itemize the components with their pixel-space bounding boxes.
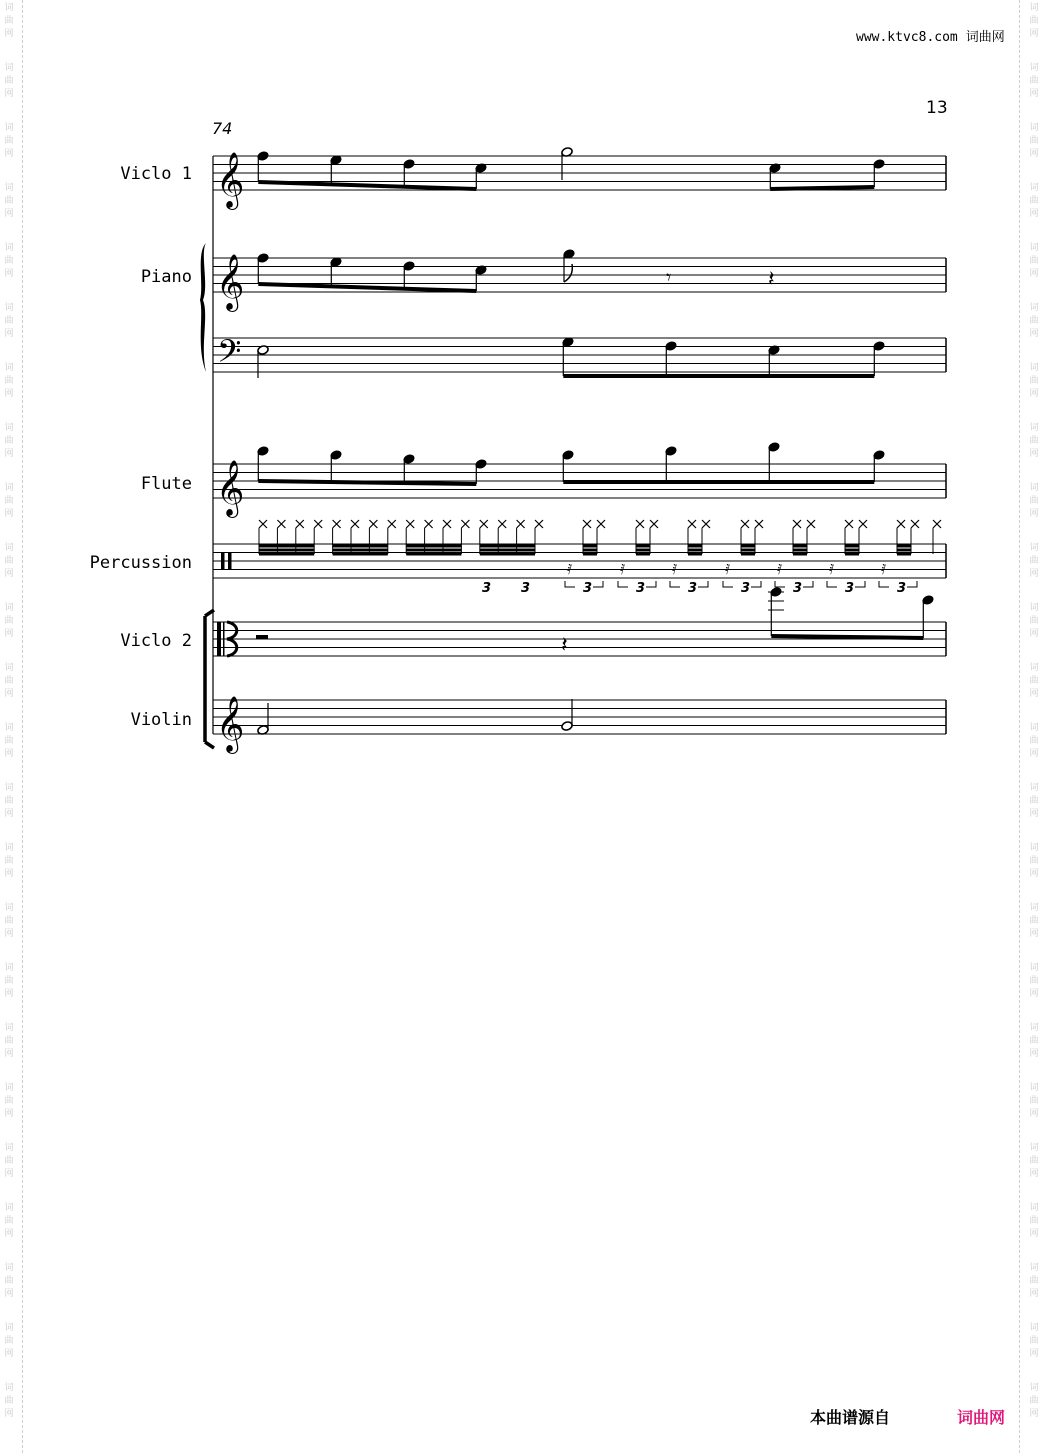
tuplet-number: 3: [688, 581, 698, 596]
tuplet-number: 3: [793, 581, 803, 596]
watermark-mark: 词 曲 网: [1029, 303, 1039, 339]
watermark-mark: 词 曲 网: [4, 63, 14, 99]
watermark-mark: 词 曲 网: [1029, 663, 1039, 699]
half-rest: [256, 635, 268, 639]
watermark-mark: 词 曲 网: [1029, 963, 1039, 999]
watermark-mark: 词 曲 网: [1029, 1023, 1039, 1059]
watermark-mark: 词 曲 网: [4, 243, 14, 279]
instrument-label-flute: Flute: [140, 474, 192, 494]
quarter-rest: 𝄽: [768, 267, 775, 292]
svg-text:𝅀: 𝅀: [672, 562, 678, 578]
tuplet-number: 3: [845, 581, 855, 596]
watermark-mark: 词 曲 网: [1029, 183, 1039, 219]
watermark-mark: 词 曲 网: [1029, 1323, 1039, 1359]
instrument-label-viclo2: Viclo 2: [120, 631, 192, 651]
percussion-clef: [221, 552, 225, 570]
site-url[interactable]: www.ktvc8.com: [856, 30, 958, 45]
watermark-mark: 词 曲 网: [1029, 63, 1039, 99]
flute-beam-group-2: [563, 448, 874, 482]
staff-piano-bass: [213, 338, 946, 372]
svg-text:𝅀: 𝅀: [829, 562, 835, 578]
watermark-mark: 词 曲 网: [4, 1203, 14, 1239]
bass-clef-piano: 𝄢: [217, 333, 242, 377]
footer-source-text: 本曲谱源自: [810, 1408, 891, 1427]
piano-brace: [200, 243, 206, 372]
tuplet-number: 3: [897, 581, 907, 596]
watermark-mark: 词 曲 网: [4, 183, 14, 219]
svg-text:𝅀: 𝅀: [881, 562, 887, 578]
percussion-notes: [259, 520, 941, 596]
tuplet-number: 3: [521, 581, 531, 596]
tuplet-number: 3: [741, 581, 751, 596]
page-number: 13: [926, 98, 948, 118]
svg-text:𝅀: 𝅀: [725, 562, 731, 578]
watermark-mark: 词 曲 网: [4, 123, 14, 159]
tuplet-number: 3: [583, 581, 593, 596]
instrument-label-violin: Violin: [130, 710, 192, 730]
staff-lines: [213, 156, 946, 734]
watermark-mark: 词 曲 网: [4, 423, 14, 459]
watermark-mark: 词 曲 网: [1029, 543, 1039, 579]
measure-number: 74: [212, 119, 233, 138]
eighth-rest: 𝄾: [666, 265, 672, 289]
watermark-mark: 词 曲 网: [4, 3, 14, 39]
instrument-label-viclo1: Viclo 1: [120, 164, 192, 184]
site-name: 词曲网: [965, 30, 1005, 45]
watermark-mark: 词 曲 网: [4, 303, 14, 339]
viclo1-beam-group-2: [770, 165, 874, 189]
footer-brand[interactable]: 词曲网: [957, 1408, 1006, 1427]
watermark-mark: 词 曲 网: [4, 603, 14, 639]
watermark-mark: 词 曲 网: [1029, 423, 1039, 459]
notes: [200, 147, 941, 754]
watermark-mark: 词 曲 网: [1029, 3, 1039, 39]
staff-violin: [213, 700, 946, 734]
svg-text:𝅀: 𝅀: [777, 562, 783, 578]
watermark-mark: 词 曲 网: [1029, 123, 1039, 159]
watermark-mark: 词 曲 网: [1029, 1203, 1039, 1239]
watermark-mark: 词 曲 网: [1029, 1143, 1039, 1179]
watermark-mark: 词 曲 网: [1029, 363, 1039, 399]
alto-clef: [217, 622, 221, 656]
tuplet-number: 3: [482, 581, 492, 596]
watermark-mark: 词 曲 网: [4, 363, 14, 399]
watermark-mark: 词 曲 网: [1029, 1383, 1039, 1419]
watermark-mark: 词 曲 网: [1029, 843, 1039, 879]
watermark-mark: 词 曲 网: [1029, 1083, 1039, 1119]
piano-bass-beam-group: [563, 343, 874, 376]
treble-clef-violin: 𝄞: [216, 696, 245, 752]
watermark-mark: 词 曲 网: [4, 1263, 14, 1299]
watermark-mark: 词 曲 网: [1029, 1263, 1039, 1299]
quarter-rest: 𝄽: [561, 633, 568, 658]
watermark-mark: 词 曲 网: [4, 663, 14, 699]
watermark-mark: 词 曲 网: [4, 843, 14, 879]
viclo2-beam-group: [771, 593, 923, 638]
watermark-mark: 词 曲 网: [4, 1383, 14, 1419]
treble-clef-flute: 𝄞: [216, 460, 245, 516]
watermark-mark: 词 曲 网: [4, 1083, 14, 1119]
treble-clef-piano: 𝄞: [216, 254, 245, 310]
watermark-mark: 词 曲 网: [4, 963, 14, 999]
treble-clef-viclo1: 𝄞: [216, 152, 245, 208]
tuplet-number: 3: [636, 581, 646, 596]
watermark-mark: 词 曲 网: [1029, 483, 1039, 519]
watermark-mark: 词 曲 网: [4, 1323, 14, 1359]
instrument-label-piano: Piano: [140, 267, 192, 287]
watermark-mark: 词 曲 网: [1029, 783, 1039, 819]
staff-percussion: [213, 544, 946, 578]
watermark-mark: 词 曲 网: [1029, 603, 1039, 639]
staff-viclo2: [213, 622, 946, 656]
watermark-mark: 词 曲 网: [1029, 243, 1039, 279]
svg-text:𝅀: 𝅀: [567, 562, 573, 578]
violin-half-note-2: [561, 721, 573, 732]
watermark-mark: 词 曲 网: [4, 543, 14, 579]
flute-beam-group-1: [258, 452, 476, 484]
instrument-label-percussion: Percussion: [89, 553, 192, 573]
svg-text:𝅀: 𝅀: [620, 562, 626, 578]
watermark-mark: 词 曲 网: [1029, 903, 1039, 939]
watermark-mark: 词 曲 网: [4, 483, 14, 519]
watermark-mark: 词 曲 网: [4, 723, 14, 759]
watermark-mark: 词 曲 网: [4, 1023, 14, 1059]
watermark-mark: 词 曲 网: [4, 1143, 14, 1179]
watermark-mark: 词 曲 网: [4, 783, 14, 819]
watermark-mark: 词 曲 网: [4, 903, 14, 939]
watermark-mark: 词 曲 网: [1029, 723, 1039, 759]
